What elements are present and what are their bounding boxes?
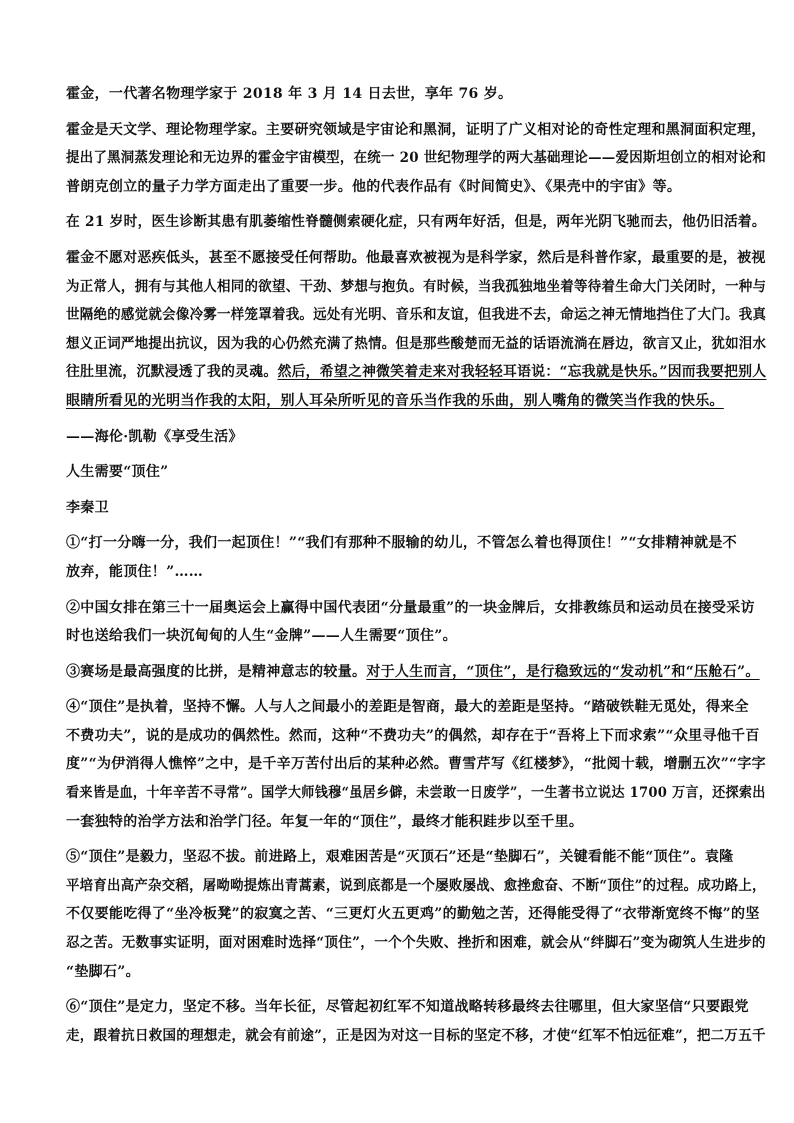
text-line: 霍金不愿对恶疾低头，甚至不愿接受任何帮助。他最喜欢被视为是科学家，然后是科普作家，最重要的是，被视: [66, 249, 766, 266]
text-line: 放弃，能顶住！”……: [66, 563, 204, 580]
paragraph: [66, 658, 766, 687]
text-line: 平培育出高产杂交稻，屠呦呦提炼出青蒿素，说到底都是一个屡败屡战、愈挫愈奋、不断“顶住”的过程。成功路上，: [66, 877, 766, 894]
text-line: 霍金是天文学、理论物理学家。主要研究领域是宇宙论和黑洞，证明了广义相对论的奇性定理和黑洞面积定理，: [66, 121, 766, 138]
text-line: ③赛场是最高强度的比拼，是精神意志的较量。对于人生而言，“顶住”，是行稳致远的“发动机”和“压舱石”。: [66, 663, 760, 680]
text-line: 走，跟着抗日救国的理想走，就会有前途”，正是因为对这一目标的坚定不移，才使“红军不怕远征难”，把二万五千: [66, 1027, 766, 1044]
paragraph: [66, 244, 766, 416]
text-line: 提出了黑洞蒸发理论和无边界的霍金宇宙模型，在统一 20 世纪物理学的两大基础理论——爱因斯坦创立的相对论和: [66, 150, 767, 167]
paragraph: [66, 529, 766, 586]
text-line: 看来皆是血，十年辛苦不寻常”。国学大师钱穆“虽居乡僻，未尝敢一日废学”，一生著书立说达 1700 万言，还探索出: [66, 785, 766, 802]
text-line: ②中国女排在第三十一届奥运会上赢得中国代表团“分量最重”的一块金牌后，女排教练员和运动员在接受采访: [66, 599, 755, 616]
text-line: 世隔绝的感觉就会像冷雾一样笼罩着我。远处有光明、音乐和友谊，但我进不去，命运之神无情地挡住了大门。我真: [66, 307, 767, 324]
paragraph: [66, 594, 766, 651]
text-line: 一套独特的治学方法和治学门径。年复一年的“顶住”，最终才能积跬步以至千里。: [66, 813, 584, 830]
text-line: ⑥“顶住”是定力，坚定不移。当年长征，尽管起初红军不知道战略转移最终去往哪里，但大家坚信“只要跟党: [66, 999, 749, 1016]
text-line: 不费功夫”，说的是成功的偶然性。然而，这种“不费功夫”的偶然，却存在于“吾将上下而求索”“众里寻他千百: [66, 727, 760, 744]
text-line: ——海伦·凯勒《享受生活》: [66, 428, 243, 445]
text-line: 普朗克创立的量子力学方面走出了重要一步。他的代表作品有《时间简史》、《果壳中的宇宙》等。: [66, 178, 682, 195]
paragraph: [66, 116, 766, 202]
text-line: 时也送给我们一块沉甸甸的人生“金牌”——人生需要“顶住”。: [66, 628, 457, 645]
text-line: 不仅要能吃得了“坐冷板凳”的寂寞之苦、“三更灯火五更鸡”的勤勉之苦，还得能受得了“衣带渐宽终不悔”的坚: [66, 906, 760, 923]
text-line: 李秦卫: [66, 499, 109, 516]
text-line: 忍之苦。无数事实证明，面对困难时选择“顶住”，一个个失败、挫折和困难，就会从“绊脚石”变为砌筑人生进步的: [66, 935, 766, 952]
paragraph: [66, 208, 766, 237]
paragraph: [66, 423, 766, 452]
document-page: [66, 80, 766, 1057]
text-line: ①“打一分嗨一分，我们一起顶住！”“我们有那种不服输的幼儿，不管怎么着也得顶住！”“女排精神就是不: [66, 535, 737, 552]
text-line: 在 21 岁时，医生诊断其患有肌萎缩性脊髓侧索硬化症，只有两年好活，但是，两年光阴飞驰而去，他仍旧活着。: [66, 214, 766, 231]
text-line: “垫脚石”。: [66, 963, 140, 980]
paragraph: [66, 993, 766, 1050]
text-line: 度”“为伊消得人憔悴”之中，是千辛万苦付出后的某种必然。曹雪芹写《红楼梦》，“批阅十载，增删五次”“字字: [66, 756, 766, 773]
text-line: 人生需要“顶住”: [66, 464, 169, 481]
text-line: ⑤“顶住”是毅力，坚忍不拔。前进路上，艰难困苦是“灭顶石”还是“垫脚石”，关键看能不能“顶住”。袁隆: [66, 849, 734, 866]
underlined-sentence: 然后，希望之神微笑着走来对我轻轻耳语说：“忘我就是快乐。”因而我要把别人: [277, 364, 767, 381]
text-line: 霍金，一代著名物理学家于 2018 年 3 月 14 日去世，享年 76 岁。: [66, 86, 513, 102]
underlined-line: 眼睛所看见的光明当作我的太阳，别人耳朵所听见的音乐当作我的乐曲，别人嘴角的微笑当作我的快乐。: [66, 392, 724, 409]
paragraph: [66, 458, 766, 487]
text-line: 往肚里流，沉默浸透了我的灵魂。然后，希望之神微笑着走来对我轻轻耳语说：“忘我就是快乐。”因而我要把别人: [66, 364, 767, 381]
paragraph: [66, 494, 766, 523]
paragraph: [66, 843, 766, 986]
text-line: 想义正词严地提出抗议，因为我的心仍然充满了热情。但是那些酸楚而无益的话语流淌在唇边，欲言又止，犹如泪水: [66, 335, 767, 352]
paragraph: [66, 80, 766, 109]
text-line: 为正常人，拥有与其他人相同的欲望、干劲、梦想与抱负。有时候，当我孤独地坐着等待着生命大门关闭时，一种与: [66, 278, 767, 295]
paragraph: [66, 693, 766, 836]
text-line: ④“顶住”是执着，坚持不懈。人与人之间最小的差距是智商，最大的差距是坚持。“踏破铁鞋无觅处，得来全: [66, 699, 749, 716]
underlined-sentence: 对于人生而言，“顶住”，是行稳致远的“发动机”和“压舱石”。: [366, 663, 760, 680]
